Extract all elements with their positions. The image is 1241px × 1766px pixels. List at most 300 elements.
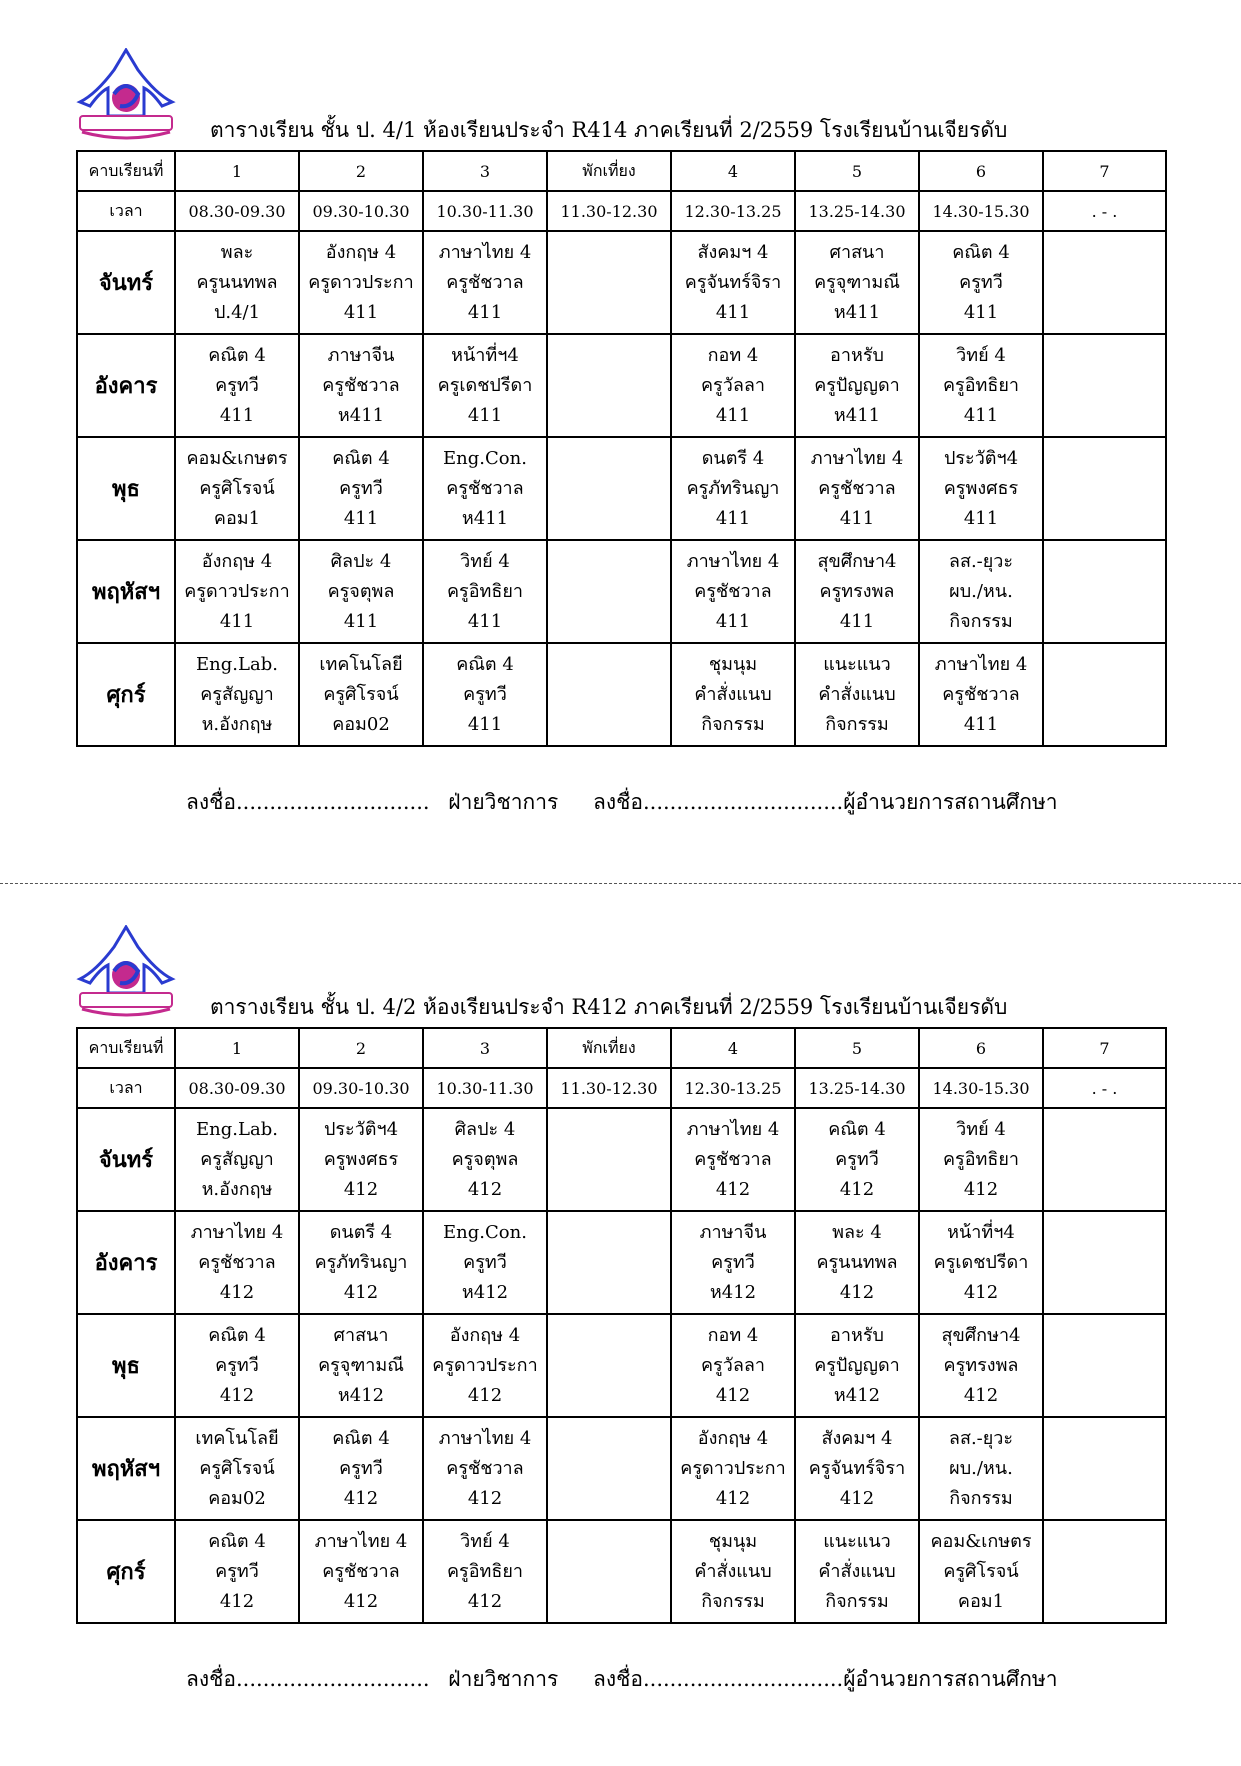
- class-cell: [795, 540, 919, 643]
- class-cell: [175, 231, 299, 334]
- class-cell: [1043, 231, 1166, 334]
- class-cell-line: Eng.Con.: [443, 447, 527, 469]
- class-cell: [547, 231, 671, 334]
- class-cell: [423, 1108, 547, 1211]
- time-row: [77, 1068, 1166, 1108]
- class-cell-line: ภาษาไทย 4: [810, 447, 904, 469]
- class-cell-line: Eng.Con.: [443, 1221, 527, 1243]
- class-cell: [1043, 1417, 1166, 1520]
- period-label: คาบเรียนที่: [77, 1028, 175, 1068]
- class-cell-line: คณิต 4: [456, 653, 514, 675]
- class-cell-line: ครูทวี: [215, 1560, 259, 1582]
- class-cell: [1043, 1314, 1166, 1417]
- class-cell: [299, 1520, 423, 1623]
- class-cell-line: กอท 4: [707, 344, 759, 366]
- class-cell: [919, 1520, 1043, 1623]
- class-cell-line: ดนตรี 4: [701, 447, 765, 469]
- class-cell-line: คอม&เกษตร: [186, 447, 288, 469]
- class-cell-line: ครูทวี: [339, 1457, 383, 1479]
- class-cell: [919, 643, 1043, 746]
- class-cell-line: ครูศิโรจน์: [323, 683, 399, 705]
- class-cell: [299, 1211, 423, 1314]
- class-cell-line: คอม1: [213, 507, 261, 529]
- class-cell-line: 411: [219, 610, 255, 632]
- class-cell-line: อังกฤษ 4: [325, 241, 397, 263]
- class-cell-line: พละ 4: [832, 1221, 882, 1243]
- class-cell-line: ภาษาไทย 4: [314, 1530, 408, 1552]
- class-cell-line: ครูพงศธร: [943, 477, 1019, 499]
- class-cell-line: ครูสัญญา: [200, 1148, 274, 1170]
- class-cell-line: ครูจตุพล: [451, 1148, 519, 1170]
- class-cell-line: ภาษาไทย 4: [686, 550, 780, 572]
- class-cell: [175, 334, 299, 437]
- class-cell-line: คณิต 4: [332, 447, 390, 469]
- period-number: 2: [299, 1028, 423, 1068]
- class-cell: [547, 1314, 671, 1417]
- class-cell-line: ครูดาวประกา: [680, 1457, 786, 1479]
- class-cell-line: ครูชัชวาล: [322, 374, 400, 396]
- class-cell: [1043, 1108, 1166, 1211]
- class-cell-line: เทคโนโลยี: [319, 653, 403, 675]
- class-cell: [919, 540, 1043, 643]
- class-cell: [175, 1417, 299, 1520]
- class-cell-line: 412: [839, 1281, 875, 1303]
- class-cell: [299, 1314, 423, 1417]
- class-cell-line: สุขศึกษา4: [941, 1324, 1021, 1346]
- class-cell-line: ห412: [461, 1281, 509, 1303]
- class-cell-line: วิทย์ 4: [460, 550, 510, 572]
- class-cell: [299, 1108, 423, 1211]
- class-cell-line: 412: [467, 1590, 503, 1612]
- class-cell: [175, 540, 299, 643]
- signature-director: ลงชื่อ..............................: [592, 1667, 844, 1691]
- class-cell: [1043, 1520, 1166, 1623]
- class-cell-line: 412: [219, 1590, 255, 1612]
- class-cell: [671, 540, 795, 643]
- class-cell-line: กิจกรรม: [701, 1590, 765, 1612]
- class-cell-line: 412: [467, 1178, 503, 1200]
- class-cell-line: ครูทรงพล: [943, 1354, 1019, 1376]
- class-cell: [671, 1211, 795, 1314]
- class-cell-line: ครูอิทธิยา: [446, 1560, 524, 1582]
- class-cell-line: ผบ./หน.: [949, 1457, 1013, 1479]
- class-cell-line: 412: [963, 1384, 999, 1406]
- day-name: จันทร์: [77, 1108, 175, 1211]
- class-cell-line: คำสั่งแนบ: [694, 683, 772, 705]
- class-cell: [1043, 437, 1166, 540]
- day-name: อังคาร: [77, 334, 175, 437]
- class-cell-line: ชุมนุม: [708, 653, 758, 675]
- class-cell-line: ครูชัชวาล: [694, 1148, 772, 1170]
- class-cell: [1043, 540, 1166, 643]
- class-cell: [175, 643, 299, 746]
- class-cell: [423, 1520, 547, 1623]
- class-cell-line: ภาษาจีน: [327, 344, 395, 366]
- class-cell-line: คำสั่งแนบ: [818, 683, 896, 705]
- class-cell-line: ครูภัทรินญา: [686, 477, 780, 499]
- class-cell: [547, 437, 671, 540]
- class-cell-line: ภาษาไทย 4: [934, 653, 1028, 675]
- class-cell: [795, 1108, 919, 1211]
- class-cell-line: ครูดาวประกา: [308, 271, 414, 293]
- class-cell-line: หน้าที่ฯ4: [947, 1221, 1015, 1243]
- class-cell: [299, 231, 423, 334]
- class-cell-line: 412: [343, 1487, 379, 1509]
- time-slot: 09.30-10.30: [299, 1068, 423, 1108]
- class-cell-line: ครูชัชวาล: [446, 1457, 524, 1479]
- class-cell-line: ครูเดชปรีดา: [933, 1251, 1029, 1273]
- class-cell: [795, 231, 919, 334]
- period-label: คาบเรียนที่: [77, 151, 175, 191]
- class-cell-line: 412: [963, 1178, 999, 1200]
- class-cell: [175, 1314, 299, 1417]
- class-cell-line: 412: [715, 1178, 751, 1200]
- day-name: ศุกร์: [77, 643, 175, 746]
- class-cell: [919, 437, 1043, 540]
- class-cell-line: กิจกรรม: [949, 610, 1013, 632]
- class-cell: [547, 1211, 671, 1314]
- class-cell: [671, 1520, 795, 1623]
- role-director: ผู้อำนวยการสถานศึกษา: [843, 790, 1058, 814]
- class-cell-line: 412: [467, 1487, 503, 1509]
- class-cell-line: คอม1: [957, 1590, 1005, 1612]
- class-cell-line: 411: [715, 301, 751, 323]
- class-cell-line: ครูจุฑามณี: [318, 1354, 404, 1376]
- class-cell: [423, 334, 547, 437]
- time-label: เวลา: [77, 191, 175, 231]
- period-number: 4: [671, 1028, 795, 1068]
- class-cell-line: 411: [467, 404, 503, 426]
- class-cell-line: ครูดาวประกา: [432, 1354, 538, 1376]
- class-cell-line: คณิต 4: [208, 344, 266, 366]
- class-cell: [795, 643, 919, 746]
- day-name: พุธ: [77, 1314, 175, 1417]
- class-cell-line: ครูดาวประกา: [184, 580, 290, 602]
- time-slot: . - .: [1043, 1068, 1166, 1108]
- class-cell: [423, 643, 547, 746]
- class-cell-line: ห412: [337, 1384, 385, 1406]
- time-slot: 12.30-13.25: [671, 1068, 795, 1108]
- class-cell: [671, 437, 795, 540]
- class-cell: [795, 1211, 919, 1314]
- class-cell: [299, 540, 423, 643]
- day-row: [77, 231, 1166, 334]
- class-cell: [671, 643, 795, 746]
- time-label: เวลา: [77, 1068, 175, 1108]
- class-cell: [671, 1108, 795, 1211]
- class-cell-line: ครูทวี: [215, 1354, 259, 1376]
- class-cell-line: คณิต 4: [332, 1427, 390, 1449]
- class-cell-line: คอม&เกษตร: [930, 1530, 1032, 1552]
- class-cell: [299, 437, 423, 540]
- class-cell-line: ดนตรี 4: [329, 1221, 393, 1243]
- class-cell-line: Eng.Lab.: [196, 653, 278, 675]
- role-academic: ฝ่ายวิชาการ: [448, 1667, 559, 1691]
- class-cell-line: แนะแนว: [823, 653, 891, 675]
- class-cell-line: 412: [715, 1384, 751, 1406]
- class-cell-line: สุขศึกษา4: [817, 550, 897, 572]
- class-cell-line: ครูอิทธิยา: [942, 1148, 1020, 1170]
- class-cell-line: ครูทวี: [339, 477, 383, 499]
- class-cell-line: สังคมฯ 4: [821, 1427, 893, 1449]
- class-cell-line: อังกฤษ 4: [449, 1324, 521, 1346]
- schedule-title: ตารางเรียน ชั้น ป. 4/1 ห้องเรียนประจำ R414 ภาคเรียนที่ 2/2559 โรงเรียนบ้านเจียรดับ: [210, 118, 1008, 142]
- class-cell: [547, 1520, 671, 1623]
- class-cell-line: หน้าที่ฯ4: [451, 344, 519, 366]
- class-cell-line: 411: [343, 610, 379, 632]
- class-cell-line: ครูจตุพล: [327, 580, 395, 602]
- class-cell-line: คอม02: [332, 713, 390, 735]
- class-cell-line: ครูจันทร์จิรา: [808, 1457, 906, 1479]
- class-cell: [175, 1211, 299, 1314]
- class-cell-line: 411: [715, 610, 751, 632]
- time-row: [77, 191, 1166, 231]
- class-cell-line: ครูวัลลา: [701, 1354, 765, 1376]
- day-row: [77, 1417, 1166, 1520]
- class-cell: [175, 1108, 299, 1211]
- class-cell-line: อังกฤษ 4: [697, 1427, 769, 1449]
- class-cell: [671, 231, 795, 334]
- class-cell: [795, 334, 919, 437]
- class-cell: [423, 540, 547, 643]
- class-cell-line: คณิต 4: [208, 1530, 266, 1552]
- class-cell-line: 412: [839, 1487, 875, 1509]
- class-cell-line: คำสั่งแนบ: [818, 1560, 896, 1582]
- class-cell: [919, 1314, 1043, 1417]
- class-cell-line: 411: [839, 610, 875, 632]
- time-slot: 08.30-09.30: [175, 1068, 299, 1108]
- class-cell: [795, 1417, 919, 1520]
- class-cell-line: ครูนนทพล: [816, 1251, 898, 1273]
- class-cell-line: 412: [839, 1178, 875, 1200]
- class-cell-line: คณิต 4: [952, 241, 1010, 263]
- period-number: 3: [423, 151, 547, 191]
- day-row: [77, 437, 1166, 540]
- class-cell-line: 411: [963, 404, 999, 426]
- class-cell-line: ศิลปะ 4: [454, 1118, 516, 1140]
- school-logo: [74, 925, 178, 1025]
- class-cell-line: ภาษาไทย 4: [190, 1221, 284, 1243]
- class-cell: [919, 1211, 1043, 1314]
- period-number: 2: [299, 151, 423, 191]
- class-cell-line: 411: [467, 301, 503, 323]
- class-cell-line: กิจกรรม: [825, 713, 889, 735]
- class-cell: [547, 1417, 671, 1520]
- class-cell-line: ครูทวี: [835, 1148, 879, 1170]
- class-cell-line: ภาษาไทย 4: [438, 241, 532, 263]
- class-cell-line: 411: [343, 507, 379, 529]
- class-cell-line: ครูนนทพล: [196, 271, 278, 293]
- class-cell-line: ลส.-ยุวะ: [948, 550, 1014, 572]
- time-slot: 10.30-11.30: [423, 1068, 547, 1108]
- class-cell-line: อาหรับ: [830, 344, 884, 366]
- class-cell-line: ศาสนา: [333, 1324, 389, 1346]
- role-academic: ฝ่ายวิชาการ: [448, 790, 559, 814]
- class-cell: [1043, 1211, 1166, 1314]
- class-cell-line: แนะแนว: [823, 1530, 891, 1552]
- day-row: [77, 540, 1166, 643]
- class-cell: [919, 231, 1043, 334]
- class-cell-line: 411: [963, 713, 999, 735]
- class-cell-line: ห.อังกฤษ: [201, 713, 273, 735]
- time-slot: 13.25-14.30: [795, 191, 919, 231]
- school-logo: [74, 48, 178, 148]
- class-cell-line: ครูจุฑามณี: [814, 271, 900, 293]
- class-cell-line: ครูภัทรินญา: [314, 1251, 408, 1273]
- day-name: พุธ: [77, 437, 175, 540]
- class-cell-line: ครูทวี: [463, 683, 507, 705]
- class-cell-line: 411: [343, 301, 379, 323]
- class-cell-line: คณิต 4: [828, 1118, 886, 1140]
- class-cell-line: ชุมนุม: [708, 1530, 758, 1552]
- class-cell-line: Eng.Lab.: [196, 1118, 278, 1140]
- class-cell-line: ห411: [833, 404, 881, 426]
- class-cell: [547, 1108, 671, 1211]
- class-cell-line: ครูศิโรจน์: [943, 1560, 1019, 1582]
- class-cell-line: ห411: [337, 404, 385, 426]
- class-cell-line: ภาษาไทย 4: [438, 1427, 532, 1449]
- day-name: อังคาร: [77, 1211, 175, 1314]
- class-cell-line: ครูสัญญา: [200, 683, 274, 705]
- class-cell-line: 411: [963, 507, 999, 529]
- class-cell-line: เทคโนโลยี: [195, 1427, 279, 1449]
- cut-line-divider: [0, 883, 1241, 884]
- class-cell-line: 411: [467, 610, 503, 632]
- period-header-row: [77, 1028, 1166, 1068]
- class-cell-line: ครูทวี: [215, 374, 259, 396]
- class-cell-line: ครูชัชวาล: [818, 477, 896, 499]
- class-cell: [671, 1314, 795, 1417]
- class-cell-line: สังคมฯ 4: [697, 241, 769, 263]
- class-cell-line: ครูปัญญดา: [814, 374, 900, 396]
- class-cell-line: ครูวัลลา: [701, 374, 765, 396]
- class-cell-line: 412: [963, 1281, 999, 1303]
- class-cell-line: ครูเดชปรีดา: [437, 374, 533, 396]
- timetable: [76, 150, 1167, 747]
- class-cell-line: ครูชัชวาล: [446, 477, 524, 499]
- day-row: [77, 1211, 1166, 1314]
- class-cell-line: 412: [467, 1384, 503, 1406]
- class-cell-line: 411: [715, 507, 751, 529]
- class-cell-line: ครูจันทร์จิรา: [684, 271, 782, 293]
- signature-academic: ลงชื่อ.............................: [186, 1667, 430, 1691]
- class-cell-line: 411: [715, 404, 751, 426]
- class-cell-line: กิจกรรม: [949, 1487, 1013, 1509]
- class-cell: [299, 334, 423, 437]
- class-cell-line: ครูปัญญดา: [814, 1354, 900, 1376]
- period-number: 3: [423, 1028, 547, 1068]
- period-number: 7: [1043, 151, 1166, 191]
- class-cell-line: 412: [343, 1281, 379, 1303]
- day-name: พฤหัสฯ: [77, 1417, 175, 1520]
- class-cell-line: ครูชัชวาล: [198, 1251, 276, 1273]
- class-cell-line: 412: [715, 1487, 751, 1509]
- period-number: 5: [795, 151, 919, 191]
- class-cell-line: 411: [839, 507, 875, 529]
- class-cell-line: 411: [963, 301, 999, 323]
- class-cell: [175, 1520, 299, 1623]
- day-name: ศุกร์: [77, 1520, 175, 1623]
- class-cell-line: ครูทวี: [959, 271, 1003, 293]
- class-cell-line: ครูศิโรจน์: [199, 1457, 275, 1479]
- class-cell-line: ครูชัชวาล: [694, 580, 772, 602]
- class-cell: [547, 334, 671, 437]
- time-slot: 12.30-13.25: [671, 191, 795, 231]
- day-row: [77, 643, 1166, 746]
- class-cell-line: 412: [219, 1281, 255, 1303]
- class-cell-line: ครูชัชวาล: [322, 1560, 400, 1582]
- class-cell-line: ครูชัชวาล: [942, 683, 1020, 705]
- signature-line: [186, 1663, 1058, 1696]
- signature-line: [186, 786, 1058, 819]
- class-cell-line: 411: [467, 713, 503, 735]
- class-cell-line: ครูทรงพล: [819, 580, 895, 602]
- class-cell-line: อังกฤษ 4: [201, 550, 273, 572]
- class-cell-line: กิจกรรม: [825, 1590, 889, 1612]
- class-cell-line: 412: [343, 1178, 379, 1200]
- period-number: พักเที่ยง: [547, 151, 671, 191]
- class-cell: [423, 437, 547, 540]
- period-number: 1: [175, 1028, 299, 1068]
- class-cell-line: ห412: [709, 1281, 757, 1303]
- class-cell: [919, 1417, 1043, 1520]
- class-cell-line: ห411: [833, 301, 881, 323]
- class-cell: [423, 231, 547, 334]
- class-cell: [423, 1417, 547, 1520]
- class-cell: [1043, 643, 1166, 746]
- day-row: [77, 1108, 1166, 1211]
- period-number: 6: [919, 1028, 1043, 1068]
- class-cell-line: คณิต 4: [208, 1324, 266, 1346]
- class-cell-line: 412: [343, 1590, 379, 1612]
- class-cell-line: ครูชัชวาล: [446, 271, 524, 293]
- class-cell-line: 412: [219, 1384, 255, 1406]
- class-cell: [795, 1314, 919, 1417]
- time-slot: 11.30-12.30: [547, 191, 671, 231]
- class-cell-line: วิทย์ 4: [460, 1530, 510, 1552]
- class-cell-line: อาหรับ: [830, 1324, 884, 1346]
- period-header-row: [77, 151, 1166, 191]
- day-row: [77, 1520, 1166, 1623]
- class-cell-line: ครูอิทธิยา: [446, 580, 524, 602]
- class-cell: [423, 1314, 547, 1417]
- period-number: 4: [671, 151, 795, 191]
- class-cell-line: ภาษาไทย 4: [686, 1118, 780, 1140]
- period-number: พักเที่ยง: [547, 1028, 671, 1068]
- time-slot: . - .: [1043, 191, 1166, 231]
- time-slot: 11.30-12.30: [547, 1068, 671, 1108]
- class-cell-line: ครูอิทธิยา: [942, 374, 1020, 396]
- time-slot: 13.25-14.30: [795, 1068, 919, 1108]
- class-cell-line: กิจกรรม: [701, 713, 765, 735]
- class-cell-line: ห411: [461, 507, 509, 529]
- class-cell: [423, 1211, 547, 1314]
- time-slot: 14.30-15.30: [919, 191, 1043, 231]
- class-cell-line: ครูศิโรจน์: [199, 477, 275, 499]
- day-name: พฤหัสฯ: [77, 540, 175, 643]
- class-cell-line: ภาษาจีน: [699, 1221, 767, 1243]
- class-cell-line: พละ: [220, 241, 254, 263]
- period-number: 7: [1043, 1028, 1166, 1068]
- signature-director: ลงชื่อ..............................: [592, 790, 844, 814]
- class-cell-line: วิทย์ 4: [956, 344, 1006, 366]
- signature-academic: ลงชื่อ.............................: [186, 790, 430, 814]
- class-cell: [795, 437, 919, 540]
- period-number: 6: [919, 151, 1043, 191]
- class-cell: [175, 437, 299, 540]
- class-cell-line: ห412: [833, 1384, 881, 1406]
- class-cell-line: ผบ./หน.: [949, 580, 1013, 602]
